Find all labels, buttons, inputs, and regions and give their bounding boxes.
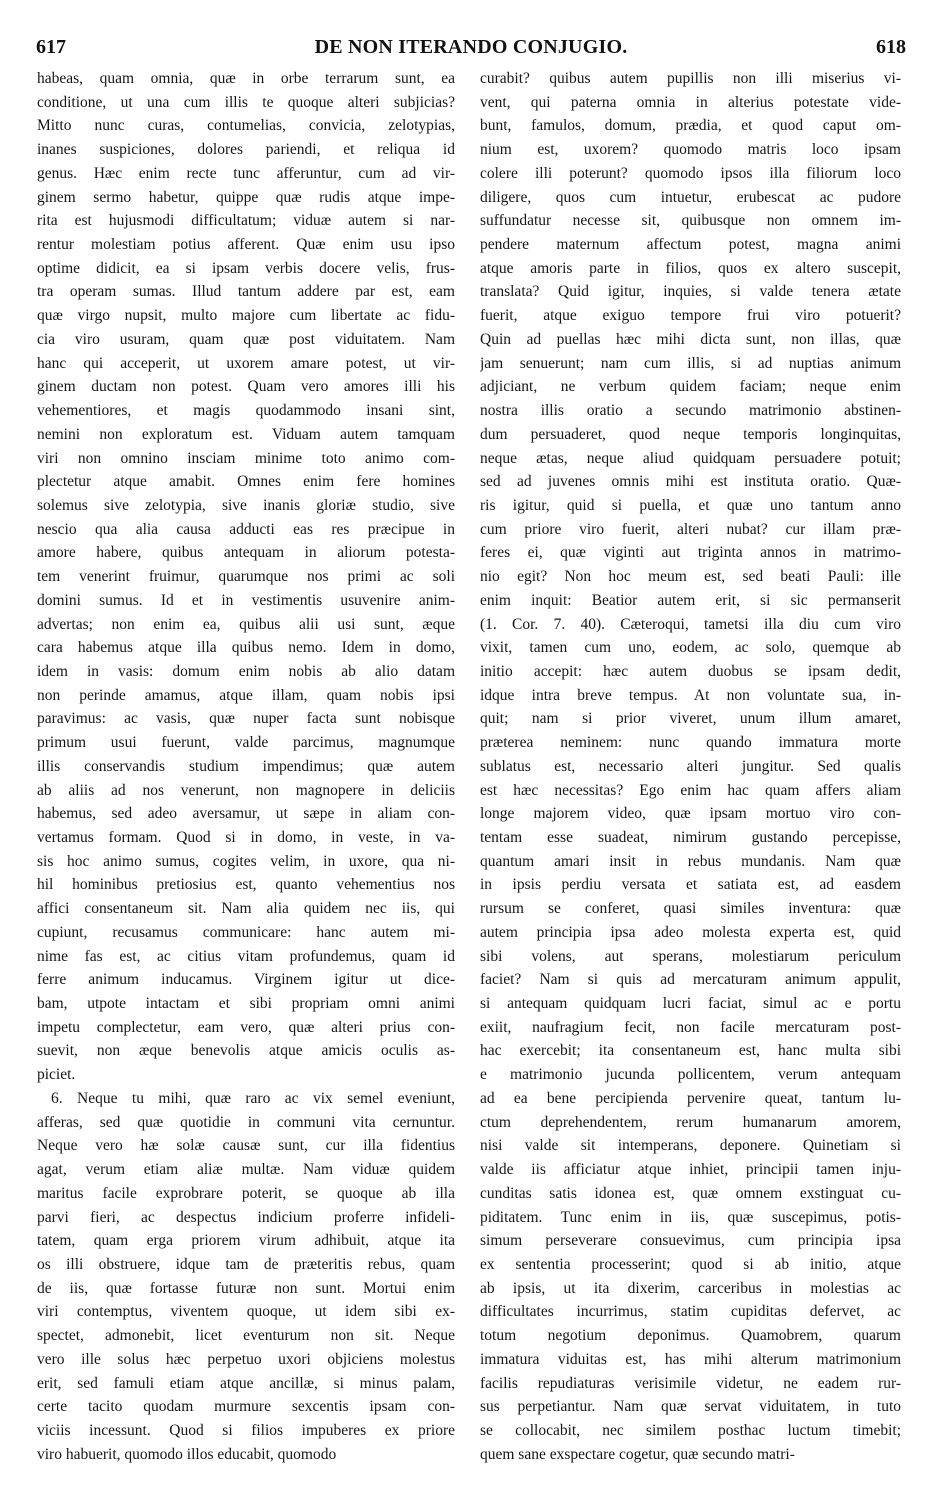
text-line: de iis, quæ fortasse futuræ non sunt. Mortui enim bbox=[37, 1279, 455, 1297]
text-line: ab aliis ad nos venerunt, non magnopere in deliciis bbox=[37, 781, 455, 799]
text-line: os illi obstruere, idque tam de præteritis rebus, quam bbox=[37, 1255, 455, 1273]
text-line: habemus, sed adeo aversamur, ut sæpe in aliam con- bbox=[37, 805, 455, 823]
text-line: immatura viduitas est, has mihi alterum matrimonium bbox=[480, 1350, 901, 1368]
text-line: sublatus est, necessario alteri jungitur. Sed qualis bbox=[480, 757, 901, 775]
text-line: e matrimonio jucunda pollicentem, verum antequam bbox=[480, 1066, 901, 1084]
text-line: primum usui fuerunt, valde parcimus, magnumque bbox=[37, 734, 455, 752]
text-line: Neque vero hæ solæ causæ sunt, cur illa fidentius bbox=[37, 1137, 455, 1155]
text-line: (1. Cor. 7. 40). Cæteroqui, tametsi illa diu cum viro bbox=[480, 615, 901, 633]
text-line: nisi valde sit intemperans, deponere. Quinetiam si bbox=[480, 1137, 901, 1155]
text-line: sus perpetiantur. Nam quæ servat viduitatem, in tuto bbox=[480, 1398, 901, 1416]
text-line: suffundatur necesse sit, quibusque non omnem im- bbox=[480, 212, 901, 230]
text-line: advertas; non enim ea, quibus alii usi sunt, æque bbox=[37, 615, 455, 633]
text-line: ginem sermo habetur, quippe quæ rudis atque impe- bbox=[37, 188, 455, 206]
text-line: habeas, quam omnia, quæ in orbe terrarum sunt, ea bbox=[37, 70, 455, 87]
text-line: nemini non exploratum est. Viduam autem tamquam bbox=[37, 425, 455, 443]
text-line: ad ea bene percipienda pervenire queat, tantum lu- bbox=[480, 1089, 901, 1107]
text-line: fuerit, atque exiguo tempore frui viro potuerit? bbox=[480, 307, 901, 325]
text-line: nime fas est, ac citius vitam profundemus, quam id bbox=[37, 947, 455, 965]
text-line: nio egit? Non hoc meum est, sed beati Pauli: ille bbox=[480, 568, 901, 586]
left-column bbox=[37, 67, 455, 1487]
text-line: Mitto nunc curas, contumelias, convicia, zelotypias, bbox=[37, 117, 455, 135]
text-line: afferas, sed quæ quotidie in communi vita cernuntur. bbox=[37, 1113, 455, 1131]
text-line: autem principia ipsa adeo molesta experta est, quid bbox=[480, 923, 901, 941]
text-line: suevit, non æque benevolis atque amicis oculis as- bbox=[37, 1042, 455, 1060]
text-line: neque ætas, neque aliud quidquam persuadere potuit; bbox=[480, 449, 901, 467]
text-line: vero ille solus hæc perpetuo uxori objiciens molestus bbox=[37, 1350, 455, 1368]
text-line: ex sententia processerint; quod si ab initio, atque bbox=[480, 1255, 901, 1273]
text-line: domini sumus. Id et in vestimentis usuvenire anim- bbox=[37, 591, 455, 609]
text-line: nescio qua alia causa adducti eas res præcipue in bbox=[37, 520, 455, 538]
text-line: amore habere, quibus antequam in aliorum potesta- bbox=[37, 544, 455, 562]
text-line: spectet, admonebit, licet eventurum non sit. Neque bbox=[37, 1327, 455, 1345]
text-line: ferre animum inducamus. Virginem igitur ut dice- bbox=[37, 971, 455, 989]
text-line: idem in vasis: domum enim nobis ab alio datam bbox=[37, 662, 455, 680]
text-line: parvi fieri, ac despectus indicium proferre infideli- bbox=[37, 1208, 455, 1226]
text-line: curabit? quibus autem pupillis non illi miserius vi- bbox=[480, 70, 901, 87]
text-line: simum perseverare consuevimus, cum principia ipsa bbox=[480, 1232, 901, 1250]
page-number-right: 618 bbox=[876, 36, 906, 58]
text-line: piditatem. Tunc enim in iis, quæ suscepimus, potis- bbox=[480, 1208, 901, 1226]
text-line: ginem ductam non potest. Quam vero amores illi his bbox=[37, 378, 455, 396]
text-line: longe majorem video, quæ ipsam mortuo viro con- bbox=[480, 805, 901, 823]
text-line: exiit, naufragium fecit, non facile mercaturam post- bbox=[480, 1018, 901, 1036]
text-line: vehementiores, et magis quodammodo insani sint, bbox=[37, 402, 455, 420]
text-line: impetu complectetur, eam vero, quæ alteri prius con- bbox=[37, 1018, 455, 1036]
text-line: ctum deprehendentem, rerum humanarum amorem, bbox=[480, 1113, 901, 1131]
text-line: illis conservandis studium impendimus; quæ autem bbox=[37, 757, 455, 775]
text-line: hac exercebit; ita consentaneum est, hanc multa sibi bbox=[480, 1042, 901, 1060]
running-header bbox=[36, 36, 906, 62]
text-line: translata? Quid igitur, inquies, si valde tenera ætate bbox=[480, 283, 901, 301]
page-number-left: 617 bbox=[36, 36, 66, 58]
text-line: feres ei, quæ viginti aut triginta annos in matrimo- bbox=[480, 544, 901, 562]
text-line: conditione, ut una cum illis te quoque alteri subjicias? bbox=[37, 93, 455, 111]
text-line: viri contemptus, viventem quoque, ut idem sibi ex- bbox=[37, 1303, 455, 1321]
text-line: rita est hujusmodi difficultatum; viduæ autem si nar- bbox=[37, 212, 455, 230]
text-line: faciet? Nam si quis ad mercaturam animum appulit, bbox=[480, 971, 901, 989]
text-line: optime didicit, ea si ipsam verbis docere velis, frus- bbox=[37, 259, 455, 277]
text-line: cupiunt, recusamus communicare: hanc autem mi- bbox=[37, 923, 455, 941]
text-line: idque intra breve tempus. At non voluntate sua, in- bbox=[480, 686, 901, 704]
text-line: initio accepit: hæc autem duobus se ipsam dedit, bbox=[480, 662, 901, 680]
text-line: sis hoc animo sumus, cogites velim, in uxore, qua ni- bbox=[37, 852, 455, 870]
text-line: erit, sed famuli etiam atque ancillæ, si minus palam, bbox=[37, 1374, 455, 1392]
text-line: genus. Hæc enim recte tunc afferuntur, cum ad vir- bbox=[37, 164, 455, 182]
text-line: pendere maternum affectum potest, magna animi bbox=[480, 236, 901, 254]
text-line: difficultates incurrimus, statim cupiditas defervet, ac bbox=[480, 1303, 901, 1321]
text-line: tatem, quam erga priorem virum adhibuit, atque ita bbox=[37, 1232, 455, 1250]
text-line: diligere, quos cum intuetur, erubescat ac pudore bbox=[480, 188, 901, 206]
text-line: cia viro usuram, quam quæ post viduitatem. Nam bbox=[37, 330, 455, 348]
text-line: vertamus formam. Quod si in domo, in veste, in va- bbox=[37, 829, 455, 846]
text-line: sibi volens, aut sperans, molestiarum periculum bbox=[480, 947, 901, 965]
text-line: hil hominibus pretiosius est, quanto vehementius nos bbox=[37, 876, 455, 894]
text-line: est hæc necessitas? Ego enim hac quam affers aliam bbox=[480, 781, 901, 799]
text-line: Quin ad puellas hæc mihi dicta sunt, non illas, quæ bbox=[480, 330, 901, 348]
text-line: ab ipsis, ut ita dixerim, carceribus in molestias ac bbox=[480, 1279, 901, 1297]
text-line: vent, qui paterna omnia in alterius potestate vide- bbox=[480, 93, 901, 111]
running-title: DE NON ITERANDO CONJUGIO. bbox=[314, 36, 628, 58]
text-line: totum negotium deponimus. Quamobrem, quarum bbox=[480, 1327, 901, 1345]
text-line: enim inquit: Beatior autem erit, si sic permanserit bbox=[480, 591, 901, 609]
text-line: quit; nam si prior viveret, unum illum amaret, bbox=[480, 710, 901, 728]
text-line: hanc qui acceperit, ut uxorem amare potest, ut vir- bbox=[37, 354, 455, 372]
text-line: bam, utpote intactam et sibi propriam omni animi bbox=[37, 995, 455, 1013]
text-line: nium est, uxorem? quomodo matris loco ipsam bbox=[480, 141, 901, 159]
text-line: cum priore viro fuerit, alteri nubat? cur illam præ- bbox=[480, 520, 901, 538]
text-line: in ipsis perdiu versata et satiata est, ad easdem bbox=[480, 876, 901, 894]
right-column bbox=[480, 67, 901, 1487]
text-line: agat, verum etiam aliæ multæ. Nam viduæ quidem bbox=[37, 1161, 455, 1179]
text-line: piciet. bbox=[37, 1066, 76, 1084]
text-line: ris igitur, quid si puella, et quæ uno tantum anno bbox=[480, 496, 901, 514]
text-line: viro habuerit, quomodo illos educabit, quomodo bbox=[37, 1445, 337, 1463]
text-line: dum persuaderet, quod neque temporis longinquitas, bbox=[480, 425, 901, 443]
text-line: tem venerint fruimur, quarumque nos primi ac soli bbox=[37, 568, 455, 586]
text-line: quæ virgo nupsit, multo majore cum libertate ac fidu- bbox=[37, 307, 455, 325]
text-line: certe tacito quodam murmure sexcentis ipsam con- bbox=[37, 1398, 455, 1416]
text-line: non perinde amamus, atque illam, quam nobis ipsi bbox=[37, 686, 455, 704]
text-line: tentam esse suadeat, nimirum gustando percepisse, bbox=[480, 829, 901, 846]
text-line: plectetur atque amabit. Omnes enim fere homines bbox=[37, 473, 455, 491]
text-line: solemus sive zelotypia, sive inanis gloriæ studio, sive bbox=[37, 496, 455, 514]
text-line: cunditas satis idonea est, quæ omnem exstinguat cu- bbox=[480, 1184, 901, 1202]
text-line: si antequam quidquam lucri faciat, simul ac e portu bbox=[480, 995, 901, 1013]
text-line: viciis incessunt. Quod si filios impuberes ex priore bbox=[37, 1421, 455, 1439]
text-line: rentur molestiam potius afferent. Quæ enim usu ipso bbox=[37, 236, 455, 254]
text-line: se collocabit, nec similem posthac luctum timebit; bbox=[480, 1421, 901, 1439]
text-line: inanes suspiciones, dolores pariendi, et reliqua id bbox=[37, 141, 455, 159]
text-line: facilis repudiaturas verisimile videtur, ne eadem rur- bbox=[480, 1374, 901, 1392]
text-line: affici consentaneum sit. Nam alia quidem nec iis, qui bbox=[37, 900, 455, 918]
text-line: adjiciant, ne verbum quidem faciam; neque enim bbox=[480, 378, 901, 396]
text-line: sed ad juvenes omnis mihi est instituta oratio. Quæ- bbox=[480, 473, 901, 491]
text-line: cara habemus atque illa quibus nemo. Idem in domo, bbox=[37, 639, 455, 657]
text-line: maritus facile exprobrare poterit, se quoque ab illa bbox=[37, 1184, 455, 1202]
text-line: rursum se conferet, quasi similes inventura: quæ bbox=[480, 900, 901, 918]
text-line: paravimus: ac vasis, quæ nuper facta sunt nobisque bbox=[37, 710, 455, 728]
text-line: quantum amari insit in rebus mundanis. Nam quæ bbox=[480, 852, 901, 870]
text-line: bunt, famulos, domum, prædia, et quod caput om- bbox=[480, 117, 901, 135]
text-line: nostra illis oratio a secundo matrimonio abstinen- bbox=[480, 402, 901, 420]
text-line: atque amoris parte in filios, quos ex altero suscepit, bbox=[480, 259, 901, 277]
text-line: tra operam sumas. Illud tantum addere par est, eam bbox=[37, 283, 455, 301]
text-line: præterea neminem: nunc quando immatura morte bbox=[480, 734, 901, 752]
text-line: quem sane exspectare cogetur, quæ secundo matri- bbox=[480, 1445, 795, 1463]
text-line: valde iis afficiatur atque inhiet, principii tamen inju- bbox=[480, 1161, 901, 1179]
text-line: viri non omnino insciam minime toto animo com- bbox=[37, 449, 455, 467]
text-line: jam senuerunt; nam cum illis, si ad nuptias animum bbox=[480, 354, 901, 372]
text-line: vixit, tamen cum uno, eodem, ac solo, quemque ab bbox=[480, 639, 901, 657]
text-line: 6. Neque tu mihi, quæ raro ac vix semel eveniunt, bbox=[51, 1089, 455, 1107]
text-line: colere illi poterunt? quomodo ipsos illa filiorum loco bbox=[480, 164, 901, 182]
